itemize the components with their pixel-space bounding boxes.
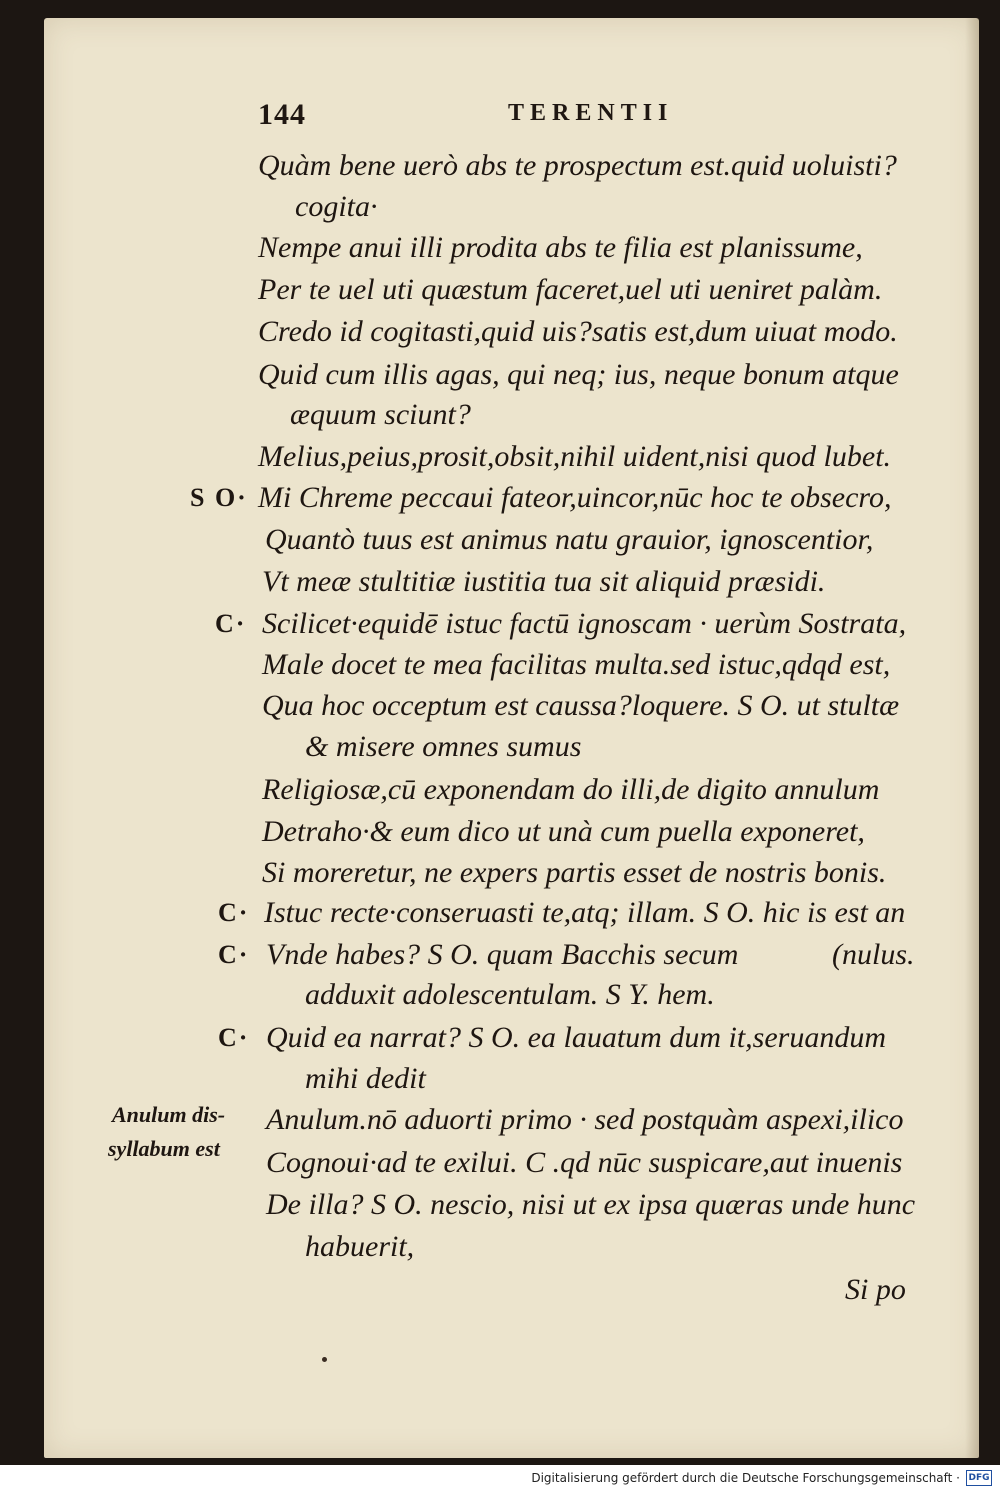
verse-line: habuerit, [305,1230,415,1263]
verse-line: cogita· [295,190,378,223]
verse-line: Istuc recte·conseruasti te,atq; illam. S O. hic is est an [264,896,906,929]
verse-line: Quid cum illis agas, qui neq; ius, neque bonum atque [258,358,899,391]
ink-speck [322,1357,327,1362]
verse-line: Vt meæ stultitiæ iustitia tua sit aliquid præsidi. [262,565,826,598]
verse-line: Religiosæ,cū exponendam do illi,de digito annulum [262,773,880,806]
verse-line: Quid ea narrat? S O. ea lauatum dum it,seruandum [266,1021,886,1054]
page-header [258,98,708,138]
catchword: Si po [845,1273,906,1306]
verse-line: Quantò tuus est animus natu grauior, ignoscentior, [265,523,874,556]
marginal-note-line: syllabum est [108,1136,220,1161]
verse-line: & misere omnes sumus [305,730,582,763]
verse-line: Vnde habes? S O. quam Bacchis secum [266,938,739,971]
verse-line: (nulus. [832,938,915,971]
verse-line: Scilicet·equidē istuc factū ignoscam · uerùm Sostrata, [262,607,907,640]
footer-bar [0,1465,1000,1492]
speaker-marker: S O· [190,483,248,512]
verse-line: Melius,peius,prosit,obsit,nihil uident,nisi quod lubet. [258,440,892,473]
verse-line: Anulum.nō aduorti primo · sed postquàm aspexi,ilico [266,1103,904,1136]
speaker-marker: C· [215,609,247,638]
verse-line: Male docet te mea facilitas multa.sed istuc,qdqd est, [262,648,891,681]
verse-line: adduxit adolescentulam. S Y. hem. [305,978,715,1011]
dfg-logo: DFG [966,1470,992,1486]
verse-line: Cognoui·ad te exilui. C .qd nūc suspicare,aut inuenis [266,1146,903,1179]
marginal-note-line: Anulum dis- [112,1102,226,1127]
verse-line: Si moreretur, ne expers partis esset de nostris bonis. [262,856,887,889]
verse-line: Credo id cogitasti,quid uis?satis est,dum uiuat modo. [258,315,898,348]
page-number: 144 [258,98,306,131]
verse-line: æquum sciunt? [290,398,471,431]
verse-line: Quàm bene uerò abs te prospectum est.quid uoluisti? [258,149,897,182]
page-edge-shadow [965,18,979,1458]
verse-line: Nempe anui illi prodita abs te filia est planissume, [258,231,863,264]
footer-credit: Digitalisierung gefördert durch die Deutsche Forschungsgemeinschaft · [531,1471,960,1485]
speaker-marker: C· [218,940,250,969]
verse-line: Qua hoc occeptum est caussa?loquere. S O. ut stultæ [262,689,900,722]
running-head: TERENTII [508,100,674,126]
speaker-marker: C· [218,1023,250,1052]
verse-line: Mi Chreme peccaui fateor,uincor,nūc hoc te obsecro, [258,481,892,514]
verse-line: Detraho·& eum dico ut unà cum puella exponeret, [262,815,865,848]
speaker-marker: C· [218,898,250,927]
verse-line: De illa? S O. nescio, nisi ut ex ipsa quæras unde hunc [266,1188,916,1221]
verse-line: mihi dedit [305,1062,426,1095]
verse-line: Per te uel uti quæstum faceret,uel uti ueniret palàm. [258,273,883,306]
